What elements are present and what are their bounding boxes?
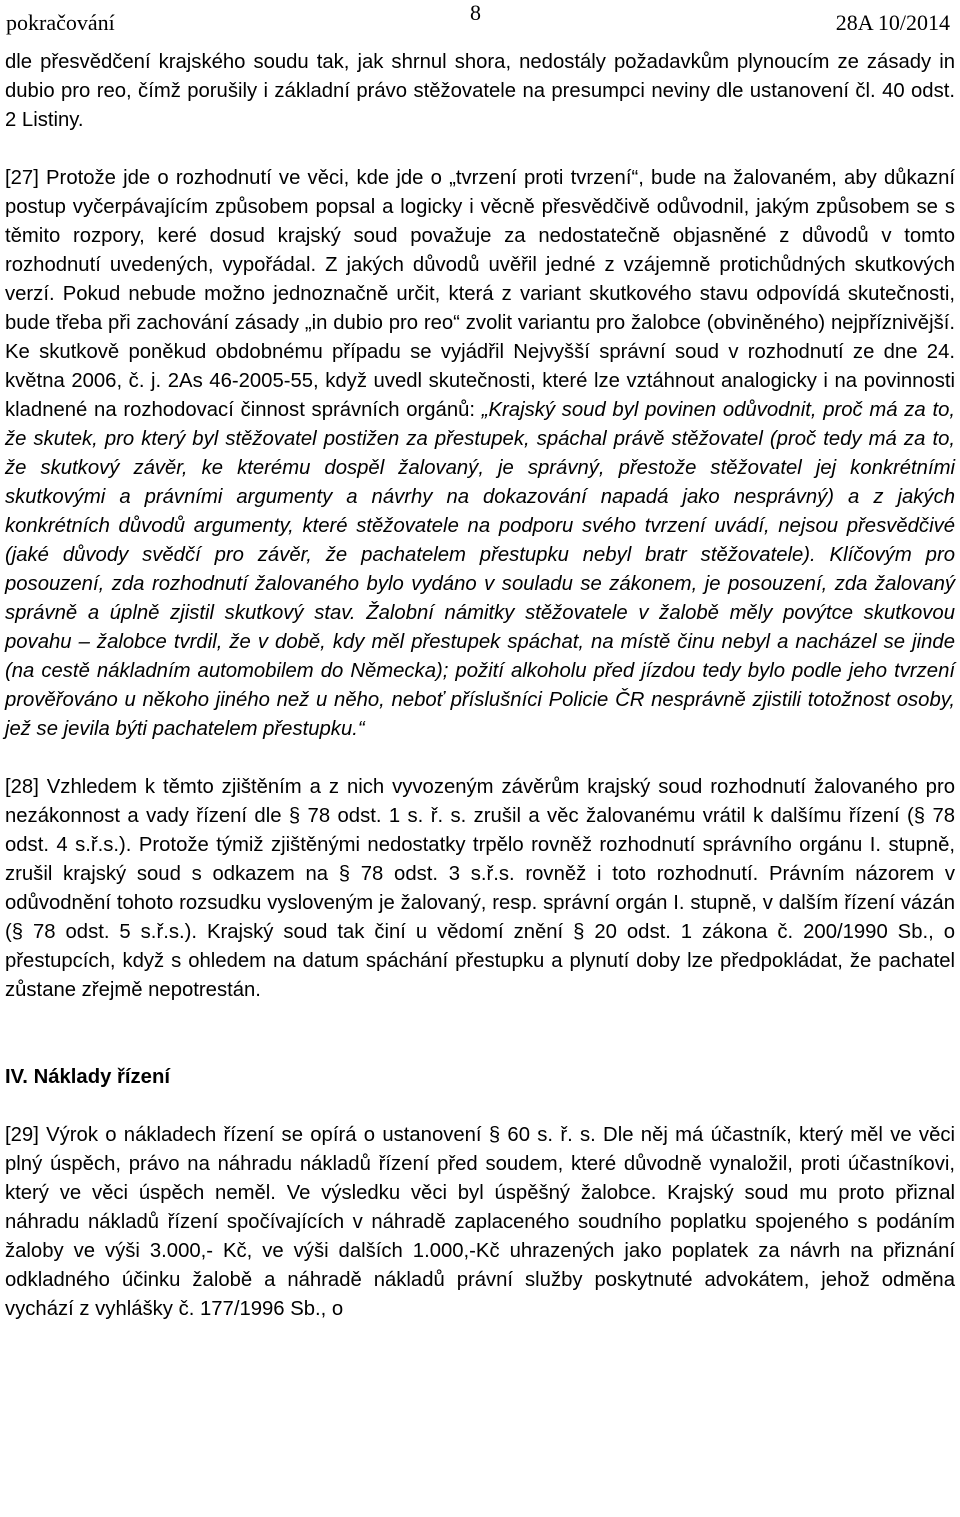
paragraph-27-quote: „Krajský soud byl povinen odůvodnit, proč má za to, že skutek, pro který byl stěžovatel postižen za přestupek, spáchal právě stěžovatel (proč tedy má za to, že skutkový závěr, ke kterému dospěl žalovaný, je správný, přestože stěžovatel jej konkrétními skutkovými a právními argumenty a návrhy na dokazování napadá jako nesprávný) a z jakých konkrétních důvodů argumenty, které stěžovatele na podporu svého tvrzení uvádí, nejsou přesvědčivé (jaké důvody svědčí pro závěr, že pachatelem přestupku nebyl bratr stěžovatele). Klíčovým pro posouzení, zda rozhodnutí žalovaného bylo vydáno v souladu se zákonem, je posouzení, zda žalovaný správně a úplně zjistil skutkový stav. Žalobní námitky stěžovatele v žalobě měly povýtce skutkovou povahu – žalobce tvrdil, že v době, kdy měl přestupek spáchat, na místě činu nebyl a nacházel se jinde (na cestě nákladním automobilem do Německa); požití alkoholu před jízdou tedy bylo podle jeho tvrzení prověřováno u někoho jiného než u něho, neboť příslušníci Policie ČR nesprávně zjistili totožnost osoby, jež se jevila býti pachatelem přestupku.“	[5, 399, 955, 740]
paragraph-27	[5, 164, 955, 744]
document-body	[5, 48, 955, 1324]
paragraph-continuation: dle přesvědčení krajského soudu tak, jak shrnul shora, nedostály požadavkům plynoucím ze zásady in dubio pro reo, čímž porušily i základní právo stěžovatele na presumpci neviny dle ustanovení čl. 40 odst. 2 Listiny.	[5, 51, 955, 131]
paragraph-27-text: [27] Protože jde o rozhodnutí ve věci, kde jde o „tvrzení proti tvrzení“, bude na žalovaném, aby důkazní postup vyčerpávajícím způsobem popsal a logicky i věcně přesvědčivě odůvodnil, jakým způsobem se s těmito rozpory, keré dosud krajský soud považuje za nedostatečně objasněné z důvodů v tomto rozhodnutí uvedených, vypořádal. Z jakých důvodů uvěřil jedné z vzájemně protichůdných skutkových verzí. Pokud nebude možno jednoznačně určit, která z variant skutkového stavu odpovídá skutečnosti, bude třeba při zachování zásady „in dubio pro reo“ zvolit variantu pro žalobce (obviněného) nejpříznivější. Ke skutkově poněkud obdobnému případu se vyjádřil Nejvyšší správní soud v rozhodnutí ze dne 24. května 2006, č. j. 2As 46-2005-55, když uvedl skutečnosti, které lze vztáhnout analogicky i na povinnosti kladnené na rozhodovací činnost správních orgánů:	[5, 167, 955, 421]
header-continuation-label: pokračování	[6, 10, 115, 35]
paragraph-28: [28] Vzhledem k těmto zjištěním a z nich vyvozeným závěrům krajský soud rozhodnutí žalovaného pro nezákonnost a vady řízení dle § 78 odst. 1 s. ř. s. zrušil a věc žalovanému vrátil k dalšímu řízení (§ 78 odst. 4 s.ř.s.). Protože týmiž zjištěnými nedostatky trpělo rovněž rozhodnutí správního orgánu I. stupně, zrušil krajský soud s odkazem na § 78 odst. 3 s.ř.s. rovněž i toto rozhodnutí. Právním názorem v odůvodnění tohoto rozsudku vysloveným je žalovaný, resp. správní orgán I. stupně, v dalším řízení vázán (§ 78 odst. 5 s.ř.s.). Krajský soud tak činí u vědomí znění § 20 odst. 1 zákona č. 200/1990 Sb., o přestupcích, když s ohledem na datum spáchání přestupku a plynutí doby lze předpokládat, že pachatel zůstane zřejmě nepotrestán.	[5, 776, 955, 1001]
page-number: 8	[470, 0, 481, 25]
section-heading: IV. Náklady řízení	[5, 1066, 170, 1088]
page-header	[0, 0, 960, 40]
paragraph-29: [29] Výrok o nákladech řízení se opírá o ustanovení § 60 s. ř. s. Dle něj má účastník, který měl ve věci plný úspěch, právo na náhradu nákladů řízení před soudem, které důvodně vynaložil, proti účastníkovi, který ve věci úspěch neměl. Ve výsledku věci byl úspěšný žalobce. Krajský soud mu proto přiznal náhradu nákladů řízení spočívajících v náhradě zaplaceného soudního poplatku spojeného s podáním žaloby ve výši 3.000,- Kč, ve výši dalších 1.000,-Kč uhrazených jako poplatek za návrh na přiznání odkladného účinku žalobě a náhradě nákladů právní služby poskytnuté advokátem, jehož odměna vychází z vyhlášky č. 177/1996 Sb., o	[5, 1124, 955, 1320]
case-number: 28A 10/2014	[835, 10, 950, 35]
